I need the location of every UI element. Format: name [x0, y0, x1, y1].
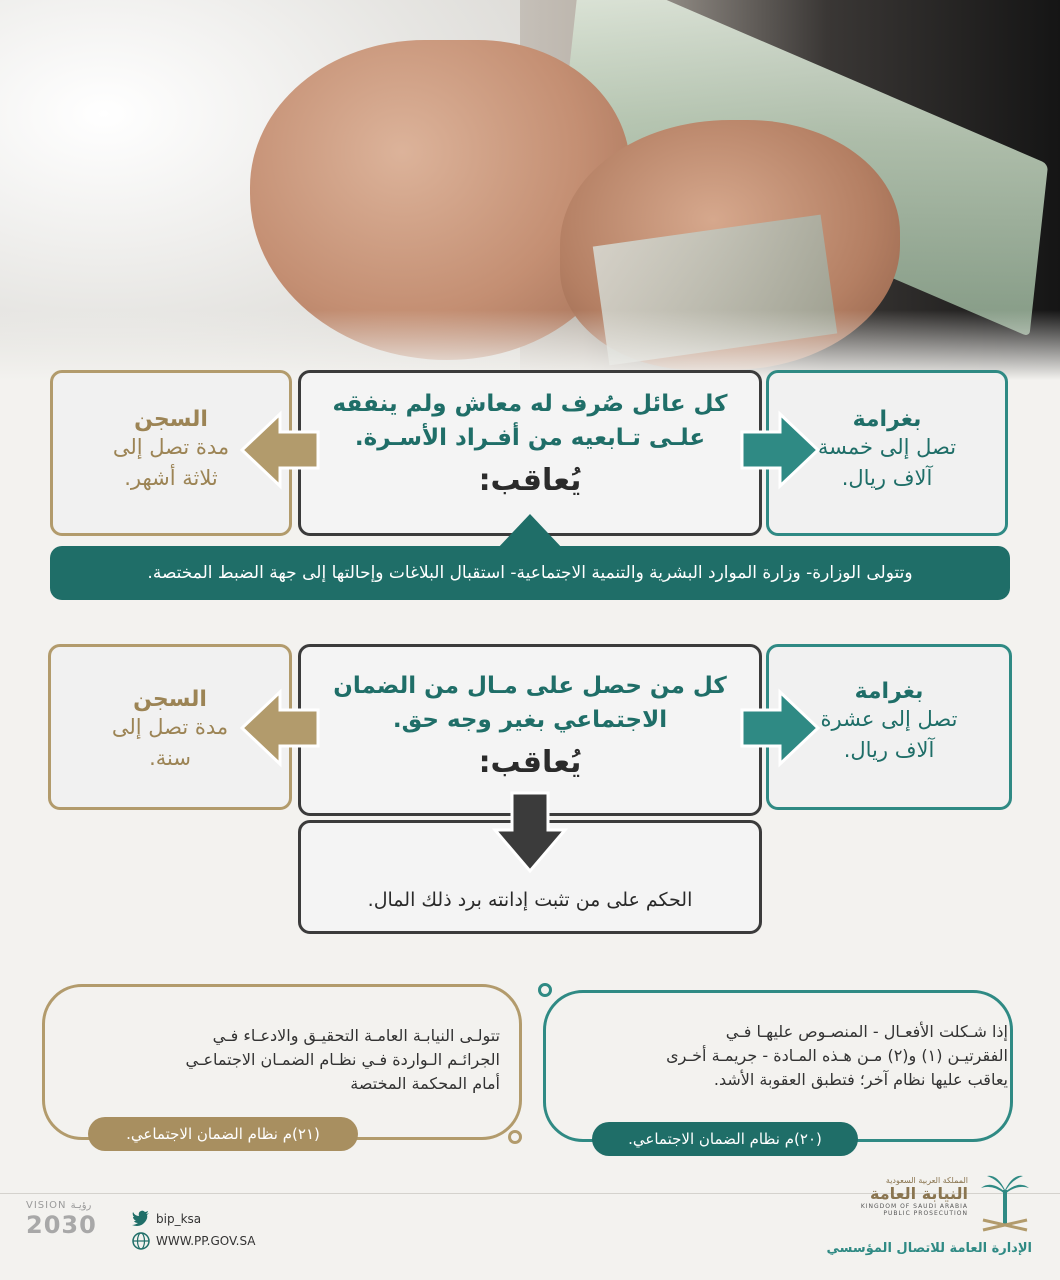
footnote-left-line2: الجرائـم الـواردة فـي نظـام الضمـان الاجتماعـي	[185, 1050, 500, 1069]
footnote-left-dot	[508, 1130, 522, 1144]
footnote-left-pill: (٢١)م نظام الضمان الاجتماعي.	[88, 1117, 358, 1151]
globe-icon	[132, 1232, 150, 1250]
offense-2-line1: كل من حصل على مـال من الضمان	[333, 673, 727, 699]
footnote-right-line1: إذا شـكلت الأفعـال - المنصـوص عليهـا فـي	[725, 1022, 1008, 1041]
footnote-left-line1: تتولـى النيابـة العامـة التحقيـق والادعـاء فـي	[212, 1026, 500, 1045]
fine-body-2-line1: تصل إلى عشرة	[820, 707, 958, 731]
prison-body-1-line1: مدة تصل إلى	[112, 435, 230, 459]
arrow-left-gold-2-icon	[238, 688, 320, 768]
punish-label-2: يُعاقب:	[478, 745, 582, 780]
prison-body-2-line1: مدة تصل إلى	[111, 715, 229, 739]
prison-title-2: السجن	[133, 687, 207, 712]
arrow-right-teal-1-icon	[740, 410, 822, 490]
org-name: النيابة العامة	[870, 1184, 968, 1203]
offense-2-line2: الاجتماعي بغير وجه حق.	[392, 707, 668, 733]
footnote-right-dot	[538, 983, 552, 997]
org-en1: KINGDOM OF SAUDI ARABIA	[860, 1203, 968, 1210]
vision-ar: رؤيـة	[70, 1200, 92, 1211]
header-photo	[0, 0, 1060, 380]
fine-body-1-line1: تصل إلى خمسة	[817, 435, 957, 459]
org-small: المملكة العربية السعودية	[885, 1176, 968, 1185]
fine-body-2-line2: آلاف ريال.	[843, 738, 935, 762]
offense-1-line1: كل عائل صُرف له معاش ولم ينفقه	[332, 391, 728, 417]
org-logo-text	[861, 1176, 968, 1217]
arrow-right-teal-2-icon	[740, 688, 822, 768]
twitter-bird-icon	[132, 1210, 150, 1226]
footnote-right-text	[568, 1020, 1008, 1092]
website-url[interactable]: WWW.PP.GOV.SA	[156, 1234, 256, 1248]
org-en2: PUBLIC PROSECUTION	[883, 1210, 968, 1217]
offense-1-line2: علـى تـابعيه من أفـراد الأسـرة.	[354, 425, 706, 451]
prison-title-1: السجن	[134, 407, 208, 432]
triangle-pointer-icon	[494, 512, 566, 550]
prison-body-2-line2: سنة.	[149, 746, 191, 770]
arrow-left-gold-1-icon	[238, 410, 320, 490]
palm-emblem-icon	[975, 1172, 1035, 1242]
footnote-right-pill: (٢٠)م نظام الضمان الاجتماعي.	[592, 1122, 858, 1156]
arrow-down-dark-icon	[492, 790, 568, 874]
footnote-right-line3: يعاقب عليها نظام آخر؛ فتطبق العقوبة الأشد.	[713, 1070, 1008, 1089]
vision-year: 2030	[26, 1211, 97, 1239]
footnote-left-line3: أمام المحكمة المختصة	[350, 1074, 500, 1093]
result-text: الحكم على من تثبت إدانته برد ذلك المال.	[367, 889, 693, 911]
prison-body-1-line2: ثلاثة أشهر.	[124, 466, 218, 490]
fine-body-1-line2: آلاف ريال.	[841, 466, 933, 490]
vision-2030-logo	[26, 1200, 116, 1260]
fine-title-2: بغرامة	[854, 679, 924, 704]
twitter-handle[interactable]: bip_ksa	[156, 1212, 202, 1226]
footnote-right-line2: الفقرتيـن (١) و(٢) مـن هـذه المـادة - جريمـة أخـرى	[666, 1046, 1008, 1065]
footnote-left-text	[68, 1024, 500, 1096]
punish-label-1: يُعاقب:	[478, 463, 582, 498]
ministry-banner: وتتولى الوزارة- وزارة الموارد البشرية والتنمية الاجتماعية- استقبال البلاغات وإحالتها إلى جهة الضبط المختصة.	[50, 546, 1010, 600]
vision-label: VISION	[26, 1200, 67, 1211]
department-name: الإدارة العامة للاتصال المؤسسي	[826, 1241, 1032, 1256]
fine-title-1: بغرامة	[852, 407, 922, 432]
